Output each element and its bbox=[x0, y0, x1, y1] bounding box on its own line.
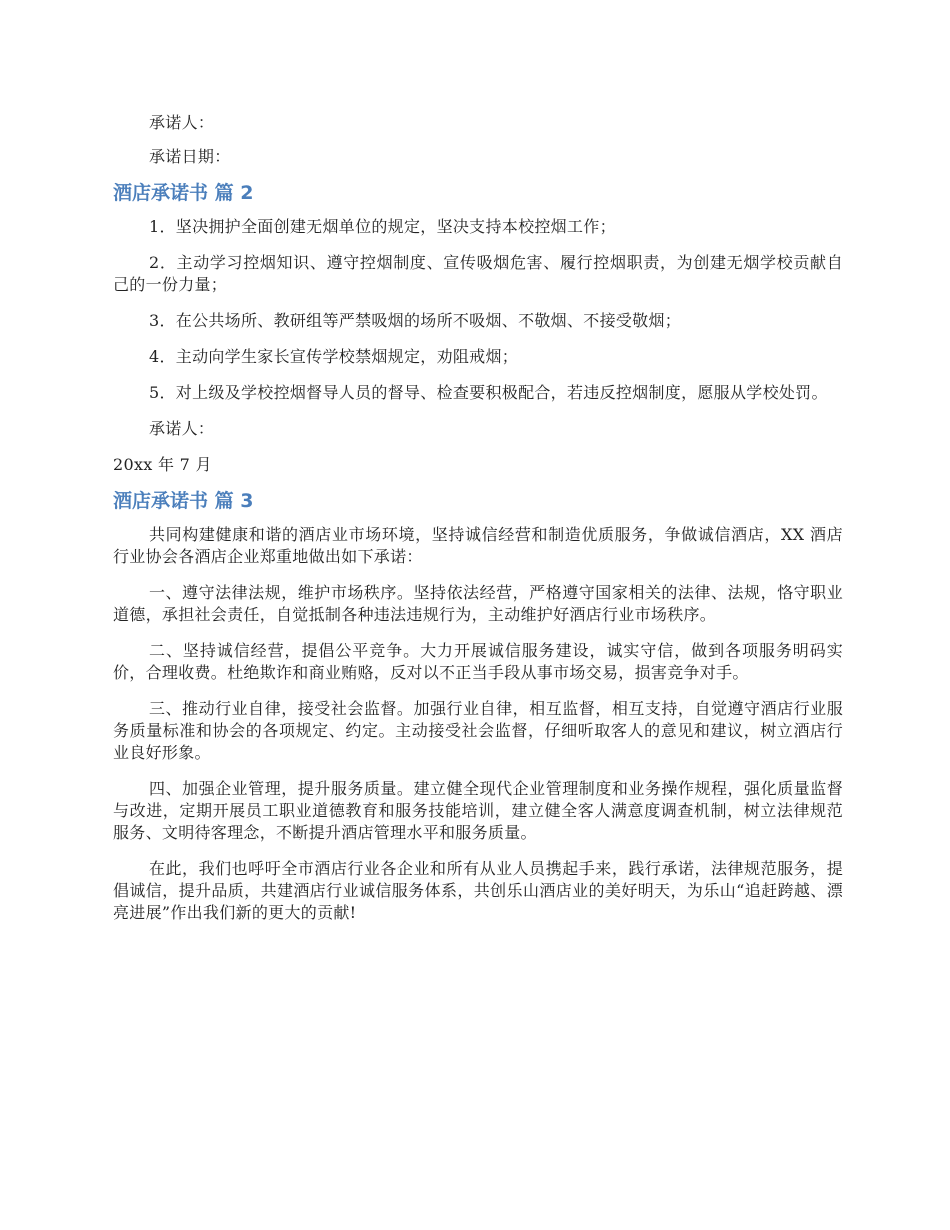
section3-paragraph-4: 三、推动行业自律，接受社会监督。加强行业自律，相互监督，相互支持，自觉遵守酒店行业服务质量标准和协会的各项规定、约定。主动接受社会监督，仔细听取客人的意见和建议，树立酒店行业良好形象。 bbox=[113, 699, 843, 762]
section3-paragraph-5: 四、加强企业管理，提升服务质量。建立健全现代企业管理制度和业务操作规程，强化质量监督与改进，定期开展员工职业道德教育和服务技能培训，建立健全客人满意度调查机制，树立法律规范服务、文明待客理念，不断提升酒店管理水平和服务质量。 bbox=[113, 779, 843, 842]
section2-date: 20xx 年 7 月 bbox=[113, 455, 212, 474]
section3-heading: 酒店承诺书 篇 3 bbox=[113, 490, 254, 512]
section2-item-5: 5．对上级及学校控烟督导人员的督导、检查要积极配合，若违反控烟制度，愿服从学校处罚。 bbox=[149, 383, 828, 402]
document-body bbox=[113, 112, 843, 924]
section2-item-2: 2．主动学习控烟知识、遵守控烟制度、宣传吸烟危害、履行控烟职责，为创建无烟学校贡献自己的一份力量； bbox=[113, 253, 843, 294]
section2-item-1: 1．坚决拥护全面创建无烟单位的规定，坚决支持本校控烟工作； bbox=[149, 217, 616, 236]
section3-paragraph-2: 一、遵守法律法规，维护市场秩序。坚持依法经营，严格遵守国家相关的法律、法规，恪守职业道德，承担社会责任，自觉抵制各种违法违规行为，主动维护好酒店行业市场秩序。 bbox=[113, 583, 843, 624]
section3-paragraph-3: 二、坚持诚信经营，提倡公平竞争。大力开展诚信服务建设，诚实守信，做到各项服务明码实价，合理收费。杜绝欺诈和商业贿赂，反对以不正当手段从事市场交易，损害竞争对手。 bbox=[113, 641, 843, 682]
section2-item-4: 4．主动向学生家长宣传学校禁烟规定，劝阻戒烟； bbox=[149, 347, 519, 366]
section3-paragraph-6: 在此，我们也呼吁全市酒店行业各企业和所有从业人员携起手来，践行承诺，法律规范服务，提倡诚信，提升品质，共建酒店行业诚信服务体系，共创乐山酒店业的美好明天，为乐山“追赶跨越、漂亮进展”作出我们新的更大的贡献! bbox=[113, 859, 843, 922]
section1-date: 承诺日期： bbox=[149, 147, 231, 166]
section2-signer: 承诺人： bbox=[149, 419, 215, 438]
section2-heading: 酒店承诺书 篇 2 bbox=[113, 182, 254, 204]
section3-paragraph-1: 共同构建健康和谐的酒店业市场环境，坚持诚信经营和制造优质服务，争做诚信酒店，XX 酒店行业协会各酒店企业郑重地做出如下承诺： bbox=[113, 525, 843, 566]
section1-signer: 承诺人： bbox=[149, 113, 215, 132]
section2-item-3: 3．在公共场所、教研组等严禁吸烟的场所不吸烟、不敬烟、不接受敬烟； bbox=[149, 311, 682, 330]
